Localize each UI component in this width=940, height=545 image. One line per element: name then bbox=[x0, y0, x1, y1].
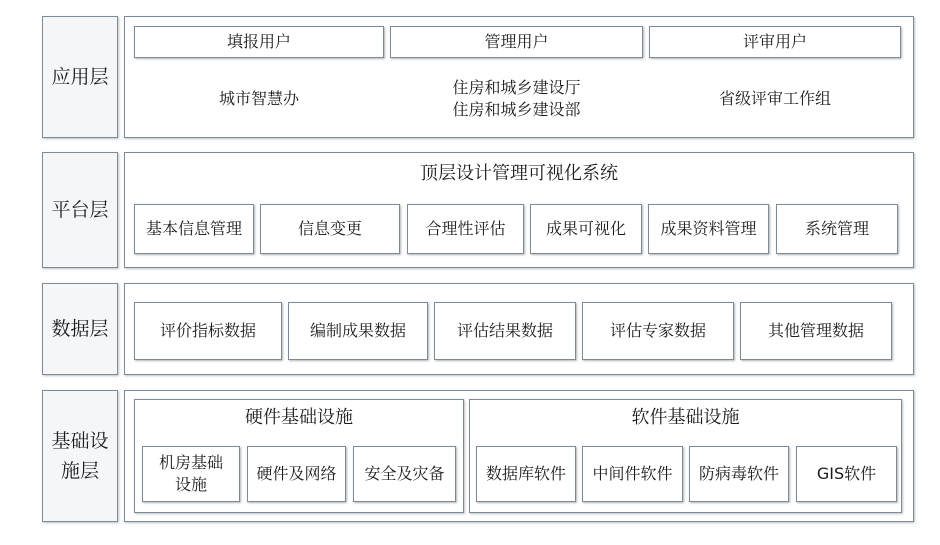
hardware-title: 硬件基础设施 bbox=[245, 407, 353, 428]
layer-label-platform: 平台层 bbox=[42, 152, 118, 268]
sw-antivirus: 防病毒软件 bbox=[689, 446, 789, 502]
user-fill-in: 填报用户 bbox=[134, 26, 384, 58]
org-city-smart-office: 城市智慧办 bbox=[218, 89, 299, 108]
sw-database: 数据库软件 bbox=[476, 446, 576, 502]
sw-gis: GIS软件 bbox=[796, 446, 897, 502]
module-rationality-eval: 合理性评估 bbox=[407, 204, 524, 254]
platform-title: 顶层设计管理可视化系统 bbox=[420, 163, 618, 184]
user-admin: 管理用户 bbox=[390, 26, 643, 58]
org-provincial-review-group: 省级评审工作组 bbox=[718, 89, 831, 108]
module-system-management: 系统管理 bbox=[776, 204, 898, 254]
software-title: 软件基础设施 bbox=[631, 407, 740, 428]
org-housing-departments: 住房和城乡建设厅 住房和城乡建设部 bbox=[452, 78, 581, 119]
data-eval-results: 评估结果数据 bbox=[434, 302, 576, 360]
hw-machine-room: 机房基础 设施 bbox=[142, 446, 240, 502]
hw-hardware-network: 硬件及网络 bbox=[247, 446, 346, 502]
module-info-change: 信息变更 bbox=[260, 204, 400, 254]
data-eval-experts: 评估专家数据 bbox=[582, 302, 734, 360]
user-reviewer: 评审用户 bbox=[649, 26, 901, 58]
hw-security-backup: 安全及灾备 bbox=[353, 446, 456, 502]
module-result-materials: 成果资料管理 bbox=[648, 204, 769, 254]
data-eval-indicators: 评价指标数据 bbox=[134, 302, 282, 360]
data-compiled-results: 编制成果数据 bbox=[288, 302, 428, 360]
layer-label-data: 数据层 bbox=[42, 283, 118, 375]
module-result-visualization: 成果可视化 bbox=[530, 204, 642, 254]
data-other-management: 其他管理数据 bbox=[740, 302, 892, 360]
sw-middleware: 中间件软件 bbox=[582, 446, 683, 502]
layer-label-application: 应用层 bbox=[42, 16, 118, 138]
layer-label-infrastructure: 基础设 施层 bbox=[42, 390, 118, 522]
module-basic-info: 基本信息管理 bbox=[134, 204, 254, 254]
